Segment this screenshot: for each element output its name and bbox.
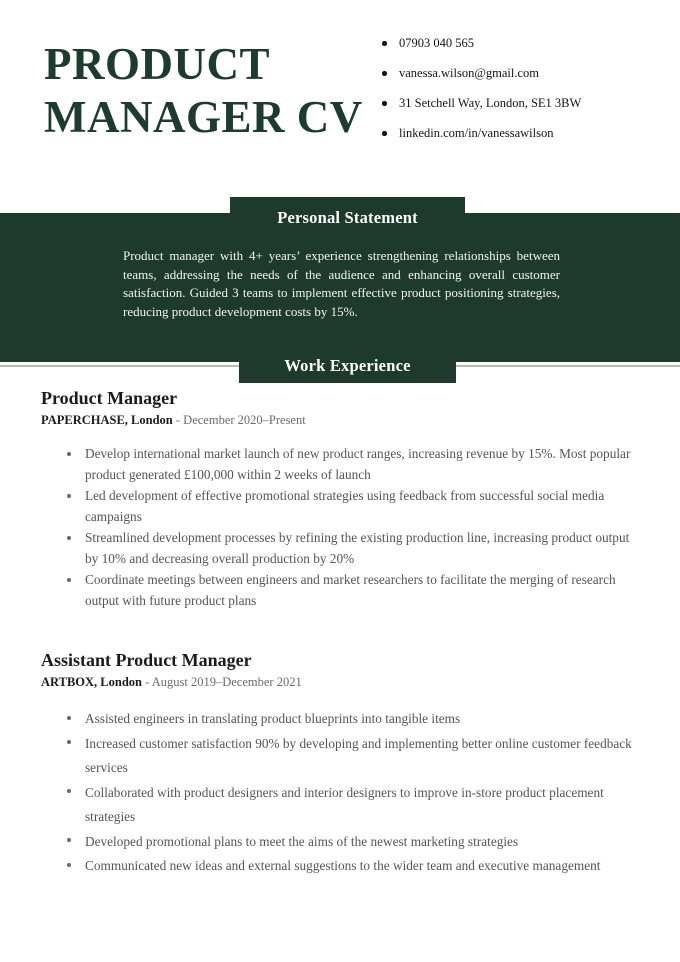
job-bullet-list xyxy=(66,443,641,611)
personal-statement-text: Product manager with 4+ years’ experience strengthening relationships between teams, addressing the needs of the audience and enhancing overall customer satisfaction. Guided 3 teams to implement effective product positioning strategies, reducing product development costs by 15%. xyxy=(123,248,560,319)
list-item xyxy=(66,707,641,732)
list-item-text: Led development of effective promotional strategies using feedback from successful social media campaigns xyxy=(85,488,605,524)
bullet-dot-icon xyxy=(67,863,71,867)
contact-address xyxy=(382,96,662,111)
job-bullet-list xyxy=(66,707,641,879)
contact-phone-text: 07903 040 565 xyxy=(399,36,474,50)
contact-linkedin[interactable] xyxy=(382,126,662,141)
bullet-dot-icon xyxy=(382,41,387,46)
job-meta xyxy=(41,674,680,691)
bullet-dot-icon xyxy=(67,494,71,498)
list-item-text: Assisted engineers in translating product blueprints into tangible items xyxy=(85,711,461,726)
section-heading-work-experience: Work Experience xyxy=(239,349,456,383)
contact-email-text: vanessa.wilson@gmail.com xyxy=(399,66,539,80)
job-separator: - xyxy=(141,675,152,689)
job-entry xyxy=(0,386,680,611)
page-title xyxy=(44,38,374,144)
contact-phone xyxy=(382,36,662,51)
list-item xyxy=(66,830,641,855)
list-item xyxy=(66,443,641,485)
bullet-dot-icon xyxy=(382,101,387,106)
title-line-1: PRODUCT xyxy=(44,39,270,89)
list-item-text: Increased customer satisfaction 90% by developing and implementing better online customer feedback services xyxy=(85,735,632,775)
job-dates: December 2020–Present xyxy=(183,413,306,427)
contact-linkedin-text: linkedin.com/in/vanessawilson xyxy=(399,126,554,140)
bullet-dot-icon xyxy=(67,789,71,793)
job-entry xyxy=(0,648,680,879)
contact-list xyxy=(382,36,662,156)
list-item xyxy=(66,732,641,781)
contact-address-text: 31 Setchell Way, London, SE1 3BW xyxy=(399,96,582,110)
list-item-text: Coordinate meetings between engineers and market researchers to facilitate the merging of research output with future product plans xyxy=(85,572,616,608)
title-line-2: MANAGER CV xyxy=(44,92,363,142)
list-item-text: Streamlined development processes by refining the existing production line, increasing product output by 10% and decreasing overall production by 20% xyxy=(85,530,630,566)
list-item-text: Communicated new ideas and external suggestions to the wider team and executive management xyxy=(85,858,601,873)
bullet-dot-icon xyxy=(382,71,387,76)
list-item-text: Develop international market launch of new product ranges, increasing revenue by 15%. Most popular product generated £100,000 within 2 weeks of launch xyxy=(85,446,631,482)
job-meta xyxy=(41,412,680,429)
list-item-text: Collaborated with product designers and interior designers to improve in-store product placement strategies xyxy=(85,784,604,824)
bullet-dot-icon xyxy=(67,838,71,842)
section-heading-personal-statement: Personal Statement xyxy=(230,197,465,238)
bullet-dot-icon xyxy=(67,452,71,456)
list-item-text: Developed promotional plans to meet the aims of the newest marketing strategies xyxy=(85,833,519,849)
cv-header xyxy=(0,0,680,190)
job-title: Assistant Product Manager xyxy=(41,650,252,670)
bullet-dot-icon xyxy=(67,578,71,582)
job-spacer xyxy=(0,619,680,648)
list-item xyxy=(66,854,641,879)
list-item xyxy=(66,485,641,527)
list-item xyxy=(66,569,641,611)
job-company: PAPERCHASE, London xyxy=(41,413,173,427)
bullet-dot-icon xyxy=(67,716,71,720)
contact-email[interactable] xyxy=(382,66,662,81)
bullet-dot-icon xyxy=(67,740,71,744)
list-item xyxy=(66,781,641,830)
bullet-dot-icon xyxy=(382,131,387,136)
job-separator: - xyxy=(172,413,184,427)
work-experience-section xyxy=(0,386,680,887)
list-item xyxy=(66,527,641,569)
job-company: ARTBOX, London xyxy=(41,675,142,689)
bullet-dot-icon xyxy=(67,536,71,540)
job-title: Product Manager xyxy=(41,388,178,408)
job-dates: August 2019–December 2021 xyxy=(151,675,302,689)
